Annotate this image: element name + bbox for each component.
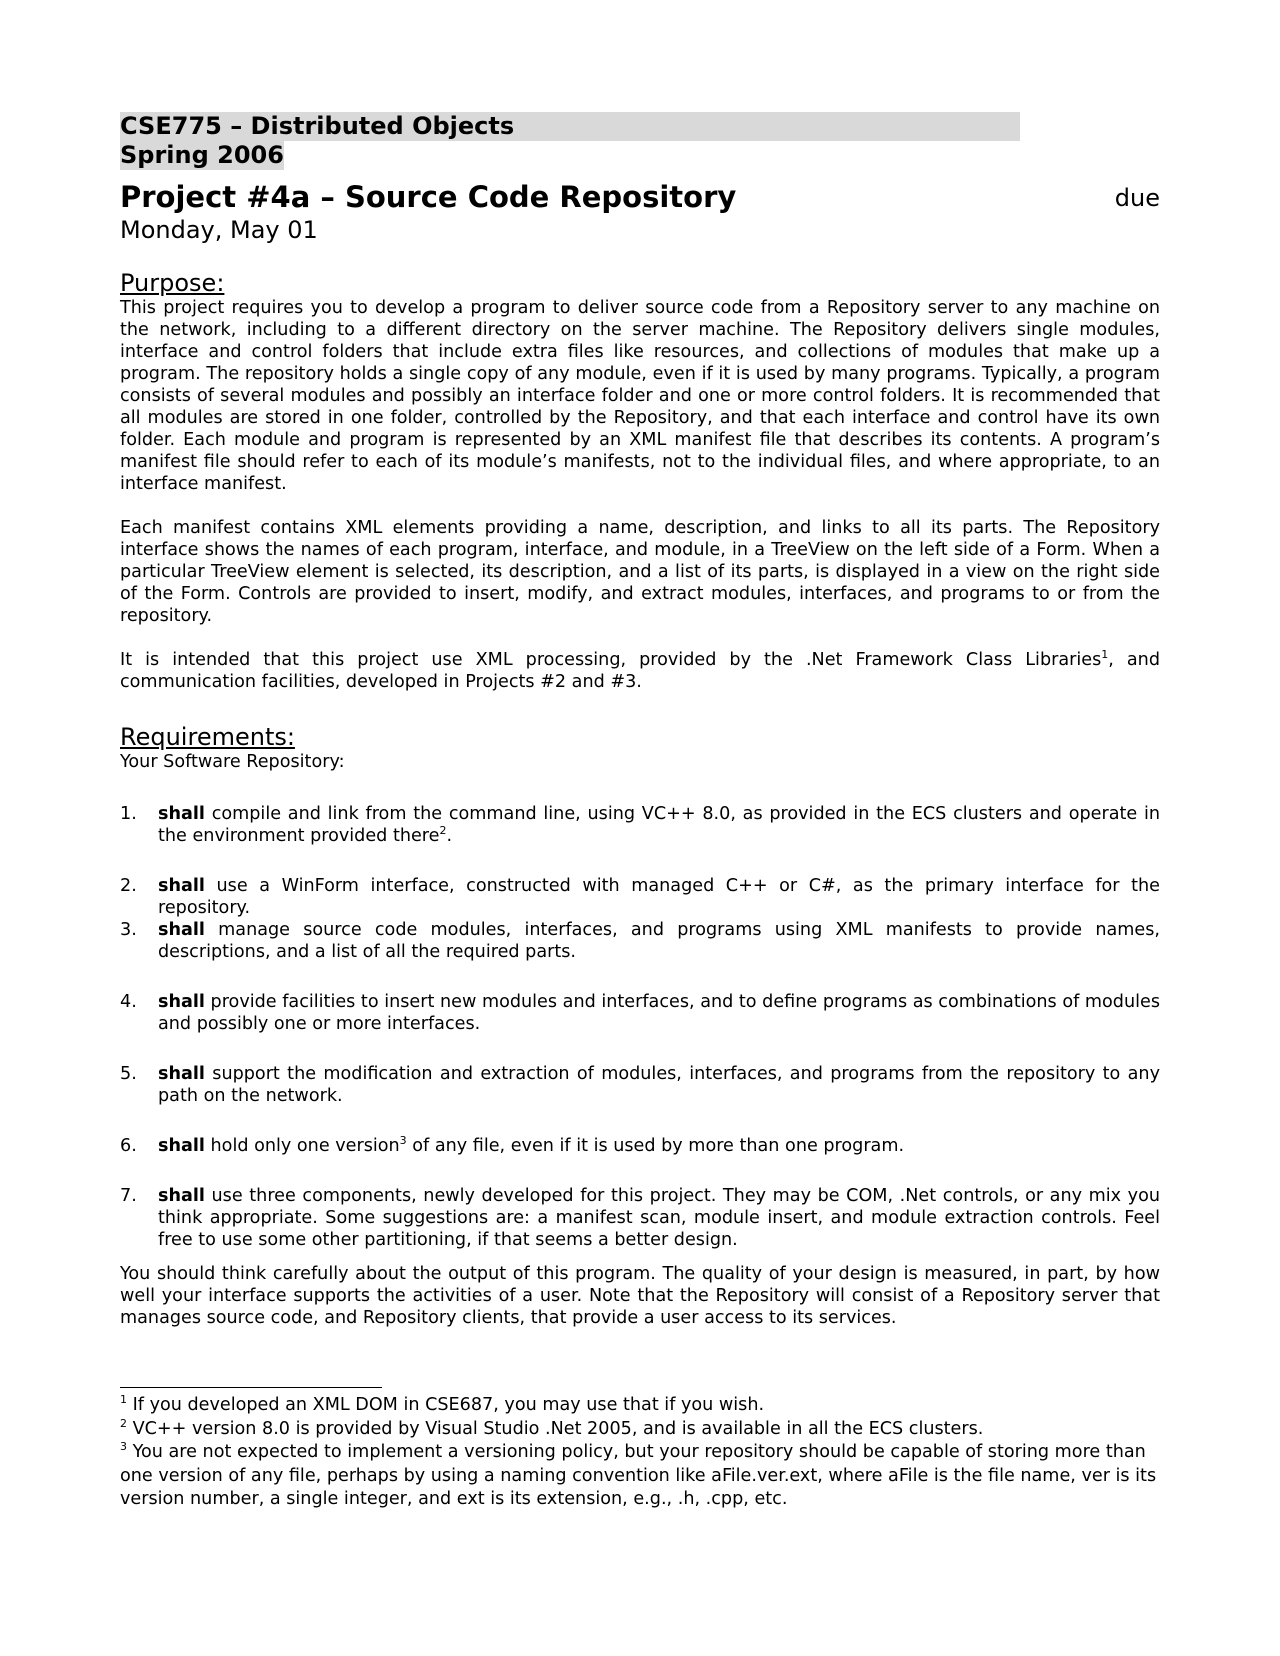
- project-title: Project #4a – Source Code Repository: [120, 180, 737, 214]
- requirement-number: 1.: [120, 804, 137, 824]
- course-name: CSE775 – Distributed Objects: [120, 112, 1020, 141]
- requirement-keyword: shall: [158, 1136, 205, 1156]
- requirements-heading: Requirements:: [120, 723, 295, 751]
- requirement-keyword: shall: [158, 1064, 205, 1084]
- footnote-text: You are not expected to implement a versioning policy, but your repository should be capable of storing more than one version of any file, perhaps by using a naming convention like aFile.ver.ext, where aFile is the file name, ver is its version number, a single integer, and ext is its extension, e.g., .h, .cpp, etc.: [120, 1442, 1157, 1509]
- requirement-number: 7.: [120, 1186, 137, 1206]
- purpose-paragraph-1: This project requires you to develop a program to deliver source code from a Repository server to any machine on the network, including to a different directory on the server machine. The Repository delivers single modules, interface and control folders that include extra files like resources, and collections of modules that make up a program. The repository holds a single copy of any module, even if it is used by many programs. Typically, a program consists of several modules and possibly an interface folder and one or more control folders. It is recommended that all modules are stored in one folder, controlled by the Repository, and that each interface and control have its own folder. Each module and program is represented by an XML manifest file that describes its contents. A program’s manifest file should refer to each of its module’s manifests, not to the individual files, and where appropriate, to an interface manifest.: [120, 298, 1160, 494]
- purpose-paragraph-3: [120, 649, 1160, 693]
- requirement-number: 2.: [120, 876, 137, 896]
- requirement-number: 6.: [120, 1136, 137, 1156]
- footnote-mark: 1: [120, 1393, 127, 1407]
- requirement-text: manage source code modules, interfaces, and programs using XML manifests to provide names, descriptions, and a list of all the required parts.: [158, 920, 1160, 962]
- purpose-paragraph-2: Each manifest contains XML elements providing a name, description, and links to all its parts. The Repository interface shows the names of each program, interface, and module, in a TreeView on the left side of a Form. When a particular TreeView element is selected, its description, and a list of its parts, is displayed in a view on the right side of the Form. Controls are provided to insert, modify, and extract modules, interfaces, and programs to or from the repository.: [120, 518, 1160, 626]
- requirement-item: [120, 919, 1160, 963]
- requirement-keyword: shall: [158, 992, 205, 1012]
- requirement-keyword: shall: [158, 804, 205, 824]
- footnote-mark: 2: [120, 1416, 127, 1430]
- footnote-mark: 3: [120, 1440, 127, 1454]
- requirement-text: hold only one version: [204, 1136, 400, 1156]
- requirement-number: 4.: [120, 992, 137, 1012]
- footnote-ref-3: 3: [399, 1134, 407, 1148]
- purpose-heading: Purpose:: [120, 269, 225, 297]
- document-page: [120, 112, 1160, 1512]
- course-header: [120, 112, 1020, 170]
- requirement-item: [120, 1185, 1160, 1251]
- footnote-text: VC++ version 8.0 is provided by Visual Studio .Net 2005, and is available in all the ECS clusters.: [127, 1418, 984, 1439]
- requirement-number: 5.: [120, 1064, 137, 1084]
- footnote-2: [120, 1418, 1160, 1442]
- requirements-list: [120, 803, 1160, 1251]
- requirement-text: compile and link from the command line, using VC++ 8.0, as provided in the ECS clusters and operate in the environment provided there: [158, 804, 1160, 846]
- requirement-text: provide facilities to insert new modules and interfaces, and to define programs as combinations of modules and possibly one or more interfaces.: [158, 992, 1160, 1034]
- footnote-separator: [120, 1387, 382, 1388]
- footnote-1: [120, 1394, 1160, 1418]
- requirement-item: [120, 1063, 1160, 1107]
- requirement-keyword: shall: [158, 876, 205, 896]
- footnote-ref-1: 1: [1101, 648, 1109, 662]
- title-row: [120, 179, 1160, 215]
- requirement-item: [120, 1135, 1160, 1157]
- requirement-keyword: shall: [158, 920, 205, 940]
- footnote-ref-2: 2: [439, 824, 447, 838]
- due-label: due: [1114, 184, 1160, 212]
- requirement-text-end: .: [446, 826, 453, 846]
- requirement-text: use three components, newly developed for this project. They may be COM, .Net controls, or any mix you think appropriate. Some suggestions are: a manifest scan, module insert, and module extraction controls. Feel free to use some other partitioning, if that seems a better design.: [158, 1186, 1160, 1250]
- requirement-number: 3.: [120, 920, 137, 940]
- requirement-text: support the modification and extraction of modules, interfaces, and programs from the repository to any path on the network.: [158, 1064, 1160, 1106]
- footnotes: [120, 1394, 1160, 1512]
- requirement-item: [120, 991, 1160, 1035]
- purpose-p3-text-end: , and communication facilities, developed in Projects #2 and #3.: [120, 650, 1160, 692]
- requirement-item: [120, 803, 1160, 847]
- closing-paragraph: You should think carefully about the output of this program. The quality of your design is measured, in part, by how well your interface supports the activities of a user. Note that the Repository will consist of a Repository server that manages source code, and Repository clients, that provide a user access to its services.: [120, 1264, 1160, 1328]
- course-term: Spring 2006: [120, 141, 284, 169]
- due-date: Monday, May 01: [120, 216, 318, 244]
- purpose-p3-text: It is intended that this project use XML processing, provided by the .Net Framework Class Libraries: [120, 650, 1102, 670]
- requirement-keyword: shall: [158, 1186, 205, 1206]
- requirement-text-end: of any file, even if it is used by more than one program.: [406, 1136, 905, 1156]
- requirement-text: use a WinForm interface, constructed with managed C++ or C#, as the primary interface for the repository.: [158, 876, 1160, 918]
- requirement-item: [120, 875, 1160, 919]
- requirements-lead: Your Software Repository:: [120, 752, 345, 772]
- footnote-text: If you developed an XML DOM in CSE687, you may use that if you wish.: [127, 1395, 765, 1415]
- footnote-3: [120, 1441, 1160, 1512]
